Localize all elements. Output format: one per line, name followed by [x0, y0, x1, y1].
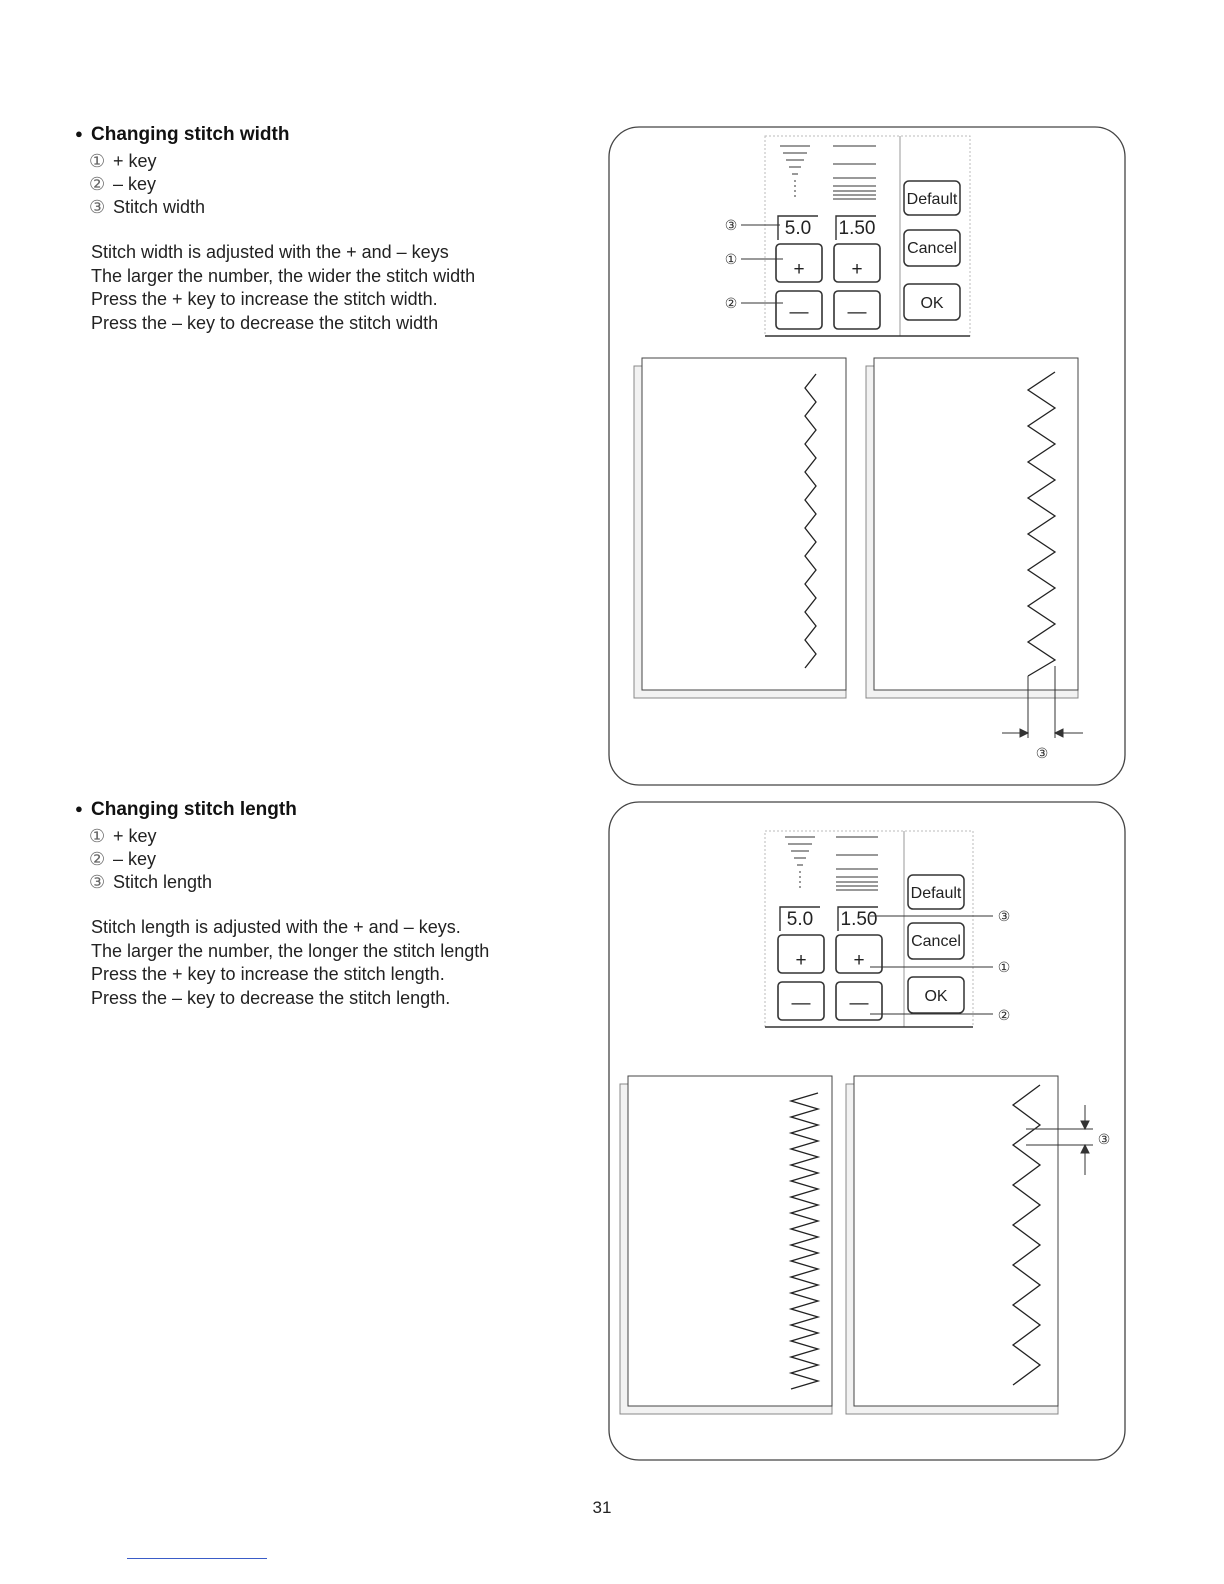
svg-text:③: ③: [1035, 745, 1049, 761]
svg-text:5.0: 5.0: [786, 909, 814, 930]
svg-text:③: ③: [1097, 1131, 1111, 1147]
cancel-button[interactable]: [908, 923, 964, 959]
svg-text:+: +: [793, 259, 805, 280]
svg-text:Cancel: Cancel: [911, 933, 961, 950]
svg-text:—: —: [849, 993, 869, 1014]
stitch-length-instructions: Stitch length is adjusted with the + and – keys. The larger the number, the longer the stitch length Press the + key to increase the stitch length. Press the – key to decrease the stitch length.: [91, 917, 490, 1008]
ok-button[interactable]: [904, 284, 960, 320]
width-plus-key[interactable]: [776, 244, 822, 282]
svg-text:OK: OK: [920, 295, 944, 312]
svg-text:1.50: 1.50: [838, 218, 876, 239]
stitch-width-heading: ● Changing stitch width: [75, 124, 290, 145]
length-value-display: [836, 216, 876, 240]
length-minus-key[interactable]: [834, 291, 880, 329]
svg-text:①: ①: [724, 251, 738, 267]
svg-text:—: —: [791, 993, 811, 1014]
svg-text:③: ③: [724, 217, 738, 233]
legend-item: ③ Stitch length: [89, 872, 213, 892]
legend-item: ① + key: [89, 151, 157, 171]
fabric-short-stitch: [620, 1076, 832, 1414]
stitch-length-illustration: [608, 801, 1126, 1461]
svg-text:②: ②: [997, 1007, 1011, 1023]
stitch-width-illustration: [608, 126, 1126, 786]
footer-rule: [127, 1558, 267, 1559]
svg-text:Cancel: Cancel: [907, 240, 957, 257]
width-plus-key[interactable]: [778, 935, 824, 973]
length-plus-key[interactable]: [834, 244, 880, 282]
legend-item: ② – key: [89, 174, 157, 194]
stitch-width-figure: [608, 126, 1126, 786]
width-minus-key[interactable]: [778, 982, 824, 1020]
cancel-button[interactable]: [904, 230, 960, 266]
page-number: 31: [592, 1498, 612, 1517]
fabric-wide-stitch: [866, 358, 1078, 698]
legend-item: ② – key: [89, 849, 157, 869]
svg-text:+: +: [853, 950, 865, 971]
default-button[interactable]: [904, 181, 960, 215]
stitch-width-legend: [75, 150, 545, 219]
svg-text:Default: Default: [906, 191, 958, 208]
default-button[interactable]: [908, 875, 964, 909]
ok-button[interactable]: [908, 977, 964, 1013]
svg-text:OK: OK: [924, 988, 948, 1005]
legend-item: ③ Stitch width: [89, 197, 206, 217]
stitch-length-heading: ● Changing stitch length: [75, 799, 297, 820]
stitch-length-figure: [608, 801, 1126, 1461]
svg-text:③: ③: [997, 908, 1011, 924]
fabric-long-stitch: [846, 1076, 1058, 1414]
stitch-width-section: [75, 124, 545, 335]
stitch-length-legend: [75, 825, 545, 894]
svg-text:Default: Default: [910, 885, 962, 902]
legend-item: ① + key: [89, 826, 157, 846]
bullet-icon: ●: [75, 801, 83, 816]
length-value-display: [838, 907, 878, 931]
svg-text:—: —: [847, 302, 867, 323]
svg-text:5.0: 5.0: [784, 218, 812, 239]
stitch-width-instructions: Stitch width is adjusted with the + and – keys The larger the number, the wider the stitch width Press the + key to increase the stitch width. Press the – key to decrease the stitch width: [91, 242, 476, 333]
svg-text:1.50: 1.50: [840, 909, 878, 930]
svg-text:②: ②: [724, 295, 738, 311]
fabric-narrow-stitch: [634, 358, 846, 698]
bullet-icon: ●: [75, 126, 83, 141]
svg-text:+: +: [851, 259, 863, 280]
svg-text:+: +: [795, 950, 807, 971]
svg-text:①: ①: [997, 959, 1011, 975]
stitch-length-section: [75, 799, 545, 1010]
width-minus-key[interactable]: [776, 291, 822, 329]
svg-text:—: —: [789, 302, 809, 323]
